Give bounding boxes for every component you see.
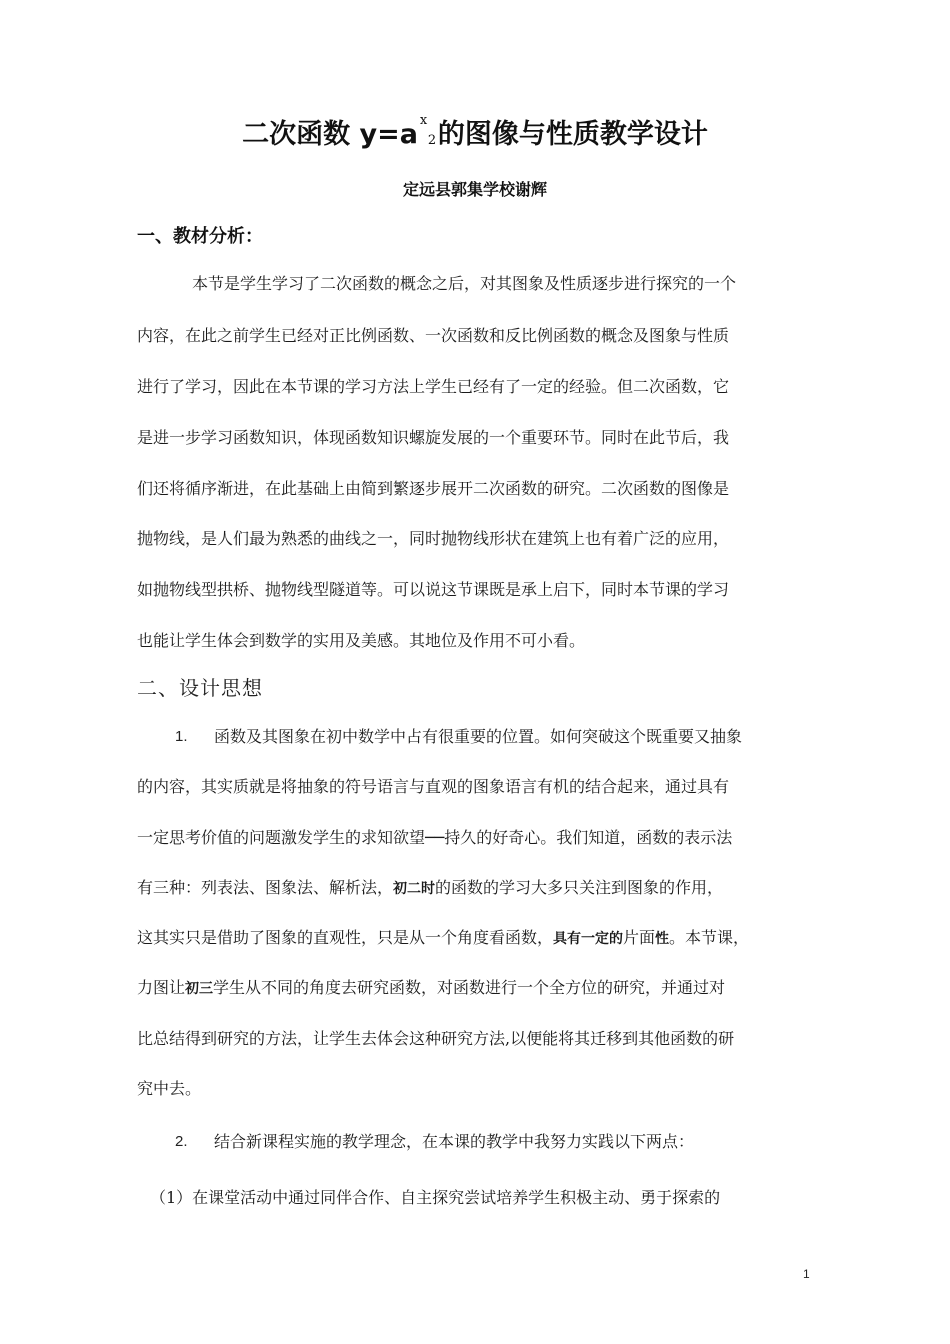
emphasis-text: 初二时: [393, 881, 436, 897]
author-line: 定远县郭集学校谢辉: [402, 180, 547, 199]
paragraph-line: 结合新课程实施的教学理念，在本课的教学中我努力实践以下两点：: [214, 1132, 695, 1151]
design-subitem-1: （1）在课堂活动中通过同伴合作、自主探究尝试培养学生积极主动、勇于探索的: [150, 1188, 721, 1207]
emphasis-text: 性: [655, 931, 670, 947]
paragraph-line: 这其实只是借助了图象的直观性，只是从一个角度看函数，具有一定的片面性。本节课，: [137, 928, 750, 947]
paragraph-line: 进行了学习，因此在本节课的学习方法上学生已经有了一定的经验。但二次函数，它: [137, 377, 730, 396]
section-heading-textbook-analysis: 一、教材分析：: [137, 226, 263, 247]
exponent-notation: x 2: [419, 112, 437, 148]
paragraph-line: 本节是学生学习了二次函数的概念之后，对其图象及性质逐步进行探究的一个: [192, 274, 737, 293]
document-title: 二次函数 y=a x 2 的图像与性质教学设计: [242, 112, 708, 150]
section-heading-design-idea: 二、设计思想: [137, 676, 263, 700]
paragraph-line: 函数及其图象在初中数学中占有很重要的位置。如何突破这个既重要又抽象: [214, 727, 743, 746]
paragraph-line: 的内容，其实质就是将抽象的符号语言与直观的图象语言有机的结合起来，通过具有: [137, 777, 730, 796]
emphasis-text: 具有一定的: [553, 931, 624, 947]
paragraph-line: 一定思考价值的问题激发学生的求知欲望──持久的好奇心。我们知道，函数的表示法: [137, 828, 733, 847]
paragraph-line: 抛物线，是人们最为熟悉的曲线之一，同时抛物线形状在建筑上也有着广泛的应用，: [137, 529, 730, 548]
paragraph-line: 比总结得到研究的方法，让学生去体会这种研究方法,以便能将其迁移到其他函数的研: [137, 1029, 735, 1048]
list-number: 2.: [175, 1133, 188, 1150]
paragraph-line: 有三种：列表法、图象法、解析法，初二时的函数的学习大多只关注到图象的作用，: [137, 878, 724, 897]
paragraph-line: 是进一步学习函数知识，体现函数知识螺旋发展的一个重要环节。同时在此节后，我: [137, 428, 730, 447]
paragraph-line: 们还将循序渐进，在此基础上由简到繁逐步展开二次函数的研究。二次函数的图像是: [137, 479, 730, 498]
page-number: 1: [803, 1267, 810, 1281]
emphasis-text: 初三: [185, 981, 214, 997]
paragraph-line: 力图让初三学生从不同的角度去研究函数，对函数进行一个全方位的研究，并通过对: [137, 978, 726, 997]
list-number: 1.: [175, 728, 188, 745]
paragraph-line: 如抛物线型拱桥、抛物线型隧道等。可以说这节课既是承上启下，同时本节课的学习: [137, 580, 730, 599]
paragraph-line: 也能让学生体会到数学的实用及美感。其地位及作用不可小看。: [137, 631, 586, 650]
paragraph-line: 内容，在此之前学生已经对正比例函数、一次函数和反比例函数的概念及图象与性质: [137, 326, 730, 345]
paragraph-line: 究中去。: [137, 1079, 202, 1098]
